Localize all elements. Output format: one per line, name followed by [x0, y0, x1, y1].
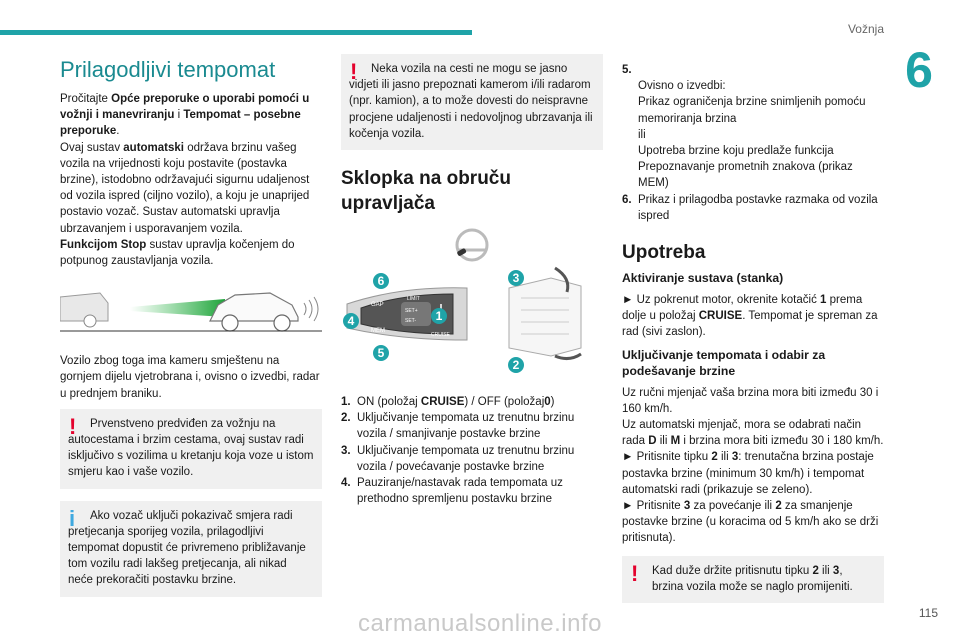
- switch-legend-list: [341, 394, 603, 507]
- intro-paragraph: Pročitajte Opće preporuke o uporabi pomoći u vožnji i manevriranju i Tempomat – posebne preporuke. Ovaj sustav automatski održava brzinu vašeg vozila na vrijednosti koju postavite (postavka brzine), istodobno održavajući sigurnu udaljenost od vozila ispred (ciljno vozilo), a koju je unaprijed postavio vozač. Sustav automatski upravlja ubrzavanjem i usporavanjem vozila. Funkcijom Stop sustav upravlja kočenjem do potpunog zaustavljanja vozila.: [60, 93, 310, 268]
- subheading-enable: Uključivanje tempomata i odabir za podešavanje brzine: [622, 347, 826, 378]
- list-item: 3. Uključivanje tempomata uz trenutnu brzinu vozila / povećavanje postavke brzine: [341, 444, 575, 473]
- badge-4: [343, 313, 359, 329]
- diagram-label-set-minus: SET-: [405, 318, 417, 325]
- camera-paragraph: Vozilo zbog toga ima kameru smještenu na gornjem dijelu vjetrobrana i, ovisno o izvedbi, radar u prednjem braniku.: [60, 355, 320, 400]
- column-middle: [341, 50, 603, 507]
- svg-text:4: 4: [347, 314, 355, 329]
- page-title: Prilagodljivi tempomat: [60, 57, 276, 82]
- diagram-label-mem: MEM: [371, 328, 385, 335]
- section-heading-switch: Sklopka na obruču upravljača: [341, 168, 511, 215]
- list-item: 2. Uključivanje tempomata uz trenutnu brzinu vozila / smanjivanje postavke brzine: [341, 412, 575, 441]
- diagram-label-cruise: CRUISE: [431, 332, 450, 339]
- warning-note-hold-button: ! Kad duže držite pritisnutu tipku 2 ili 3, brzina vozila može se naglo promijeniti.: [622, 556, 884, 603]
- warning-note-detection: ! Neka vozila na cesti ne mogu se jasno vidjeti ili jasno prepoznati kamerom i/ili radarom (npr. kamion), a to može dovesti do neispravne procjene udaljenosti i nedovoljnog ubrzavanja ili kočenja vozila.: [341, 54, 603, 150]
- chapter-number: 6: [905, 42, 933, 98]
- list-item: 4. Pauziranje/nastavak rada tempomata uz prethodno spremljenu postavku brzine: [341, 477, 563, 506]
- column-right: [622, 50, 884, 603]
- list-item: 6. Prikaz i prilagodba postavke razmaka od vozila ispred: [622, 193, 878, 222]
- column-left: [60, 50, 322, 597]
- diagram-label-limit: LIMIT: [407, 296, 420, 303]
- svg-text:5: 5: [377, 346, 385, 361]
- info-note-overtaking: i Ako vozač uključi pokazivač smjera radi pretjecanja sporijeg vozila, prilagodljivi tempomat dopustit će privremeno približavanje tom vozilu radi lakšeg pretjecanja, ali nikad neće prekoračiti postavku brzine.: [60, 501, 322, 597]
- diagram-label-gap: GAP: [371, 302, 384, 309]
- activation-paragraph: ► Uz pokrenut motor, okrenite kotačić 1 prema dolje u položaj CRUISE. Tempomat je spreman za rad (sivi zaslon).: [622, 294, 878, 339]
- enable-paragraph: Uz ručni mjenjač vaša brzina mora biti između 30 i 160 km/h. Uz automatski mjenjač, mora se odabrati način rada D ili M i brzina mora biti između 30 i 180 km/h. ► Pritisnite tipku 2 ili 3: trenutačna brzina postaje postavka brzine (minimum 30 km/h) i tempomat automatski radi (prikazuje se zeleno). ► Pritisnite 3 za povećanje ili 2 za smanjenje postavke brzine (u koracima od 5 km/h ako se drži pritisnuta).: [622, 386, 884, 545]
- info-icon: i: [69, 505, 76, 531]
- svg-text:1: 1: [435, 309, 443, 324]
- badge-3: [508, 270, 524, 286]
- radar-illustration: [60, 283, 322, 339]
- warning-note-motorway: ! Prvenstveno predviđen za vožnju na autocestama i brzim cestama, ovaj sustav radi isključivo s vozilima u kretanju koja voze u istom smjeru kao i vaše vozilo.: [60, 409, 322, 489]
- badge-6: [373, 273, 389, 289]
- list-item: 5. Ovisno o izvedbi: Prikaz ograničenja brzine snimljenih pomoću memoriranja brzina ili Upotreba brzine koju predlaže funkcija Prepoznavanje prometnih znakova (prikaz MEM): [622, 64, 866, 190]
- subheading-activation: Aktiviranje sustava (stanka): [622, 271, 784, 286]
- diagram-label-set-plus: SET+: [405, 308, 418, 315]
- steering-wheel-icon: [457, 230, 487, 260]
- watermark: carmanualsonline.info: [358, 610, 602, 637]
- svg-text:6: 6: [377, 274, 385, 289]
- warning-icon: !: [631, 560, 639, 586]
- svg-text:2: 2: [512, 358, 520, 373]
- header-accent-bar: [0, 30, 472, 35]
- badge-1: [431, 308, 447, 324]
- list-item: 1. ON (položaj CRUISE) / OFF (položaj0): [341, 396, 555, 409]
- steering-switch-diagram: [341, 228, 603, 374]
- warning-icon: !: [69, 413, 77, 439]
- badge-5: [373, 345, 389, 361]
- warning-icon: !: [350, 59, 358, 84]
- svg-text:3: 3: [512, 271, 520, 286]
- switch-legend-list-continued: [622, 62, 884, 224]
- section-label: Vožnja: [847, 22, 884, 36]
- badge-2: [508, 357, 524, 373]
- page-number: 115: [918, 606, 938, 620]
- section-heading-usage: Upotreba: [622, 242, 706, 264]
